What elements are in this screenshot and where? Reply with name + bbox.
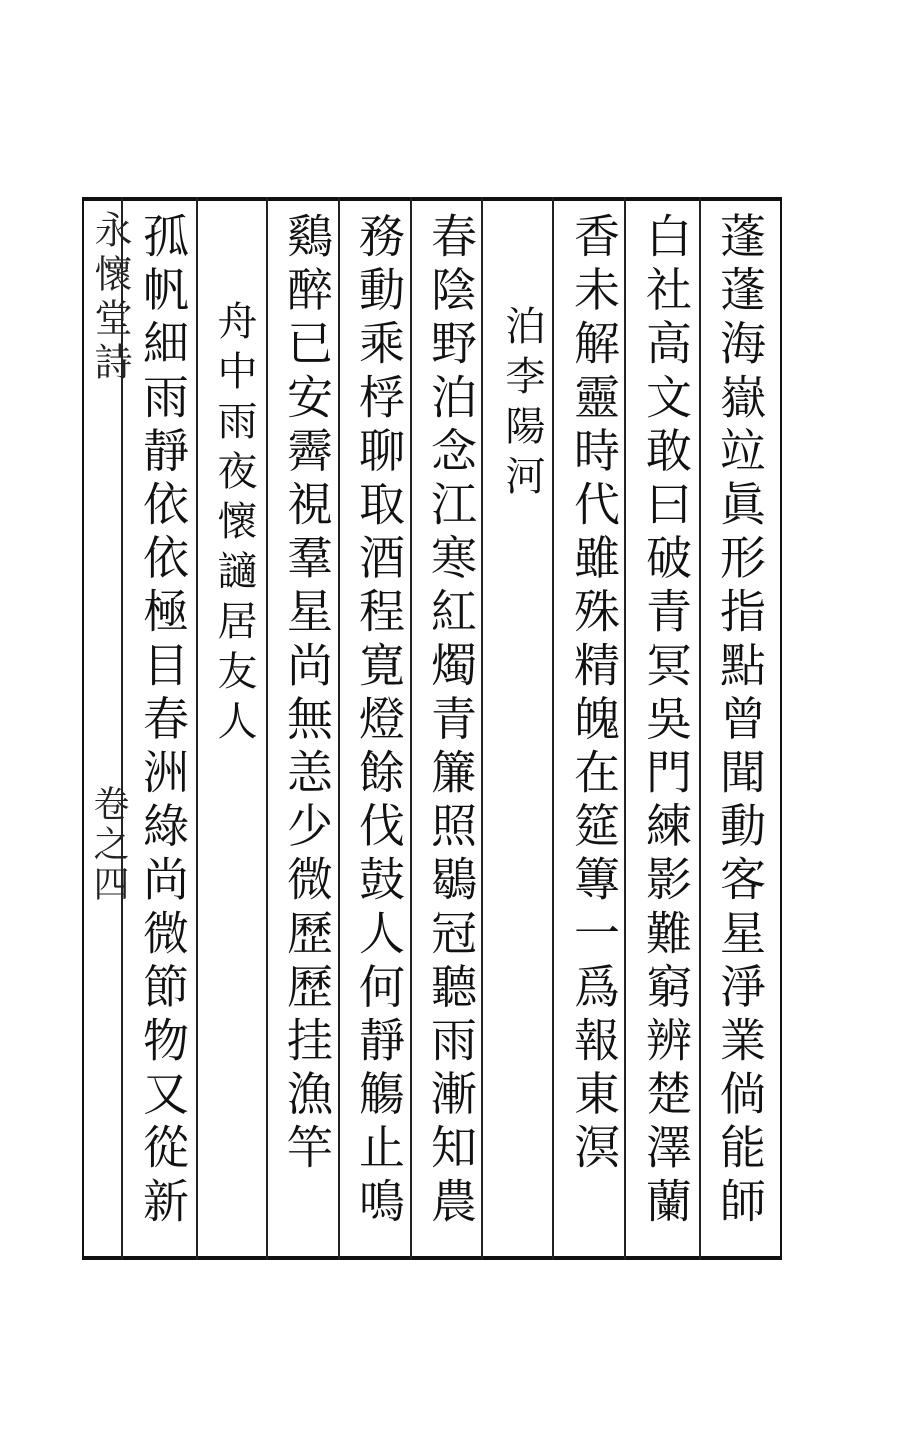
- text-column-7: 鷄醉已安霽視羣星尚無恙少微歷歷挂漁竿: [280, 212, 334, 1177]
- column-rule: [481, 197, 483, 1260]
- text-column-5: 春陰野泊念江寒紅燭青簾照鶡冠聽雨漸知農: [424, 212, 478, 1231]
- text-column-9: 孤帆細雨靜依依極目春洲綠尚微節物又從新: [136, 212, 190, 1231]
- column-rule: [699, 197, 701, 1260]
- volume-label: 卷之四: [88, 785, 129, 905]
- poem-title-1: 泊李陽河: [499, 305, 545, 505]
- text-column-1: 蓬蓬海嶽竝眞形指點曾聞動客星淨業倘能師: [713, 212, 767, 1231]
- column-rule: [552, 197, 554, 1260]
- page-margin-column: [83, 200, 132, 1250]
- text-column-6: 務動乘桴聊取酒程寛燈餘伐鼓人何靜觴止鳴: [352, 212, 406, 1231]
- book-title: 永懷堂詩: [88, 210, 132, 386]
- column-rule: [338, 197, 340, 1260]
- poem-title-2: 舟中雨夜懷讁居友人: [211, 300, 257, 750]
- text-column-2: 白社高文敢曰破青冥吳門練影難窮辨楚澤蘭: [639, 212, 693, 1231]
- column-rule: [266, 197, 268, 1260]
- text-column-3: 香未解靈時代雖殊精魄在筵篿一爲報東溟: [567, 212, 621, 1177]
- column-rule: [624, 197, 626, 1260]
- column-rule: [196, 197, 198, 1260]
- column-rule: [410, 197, 412, 1260]
